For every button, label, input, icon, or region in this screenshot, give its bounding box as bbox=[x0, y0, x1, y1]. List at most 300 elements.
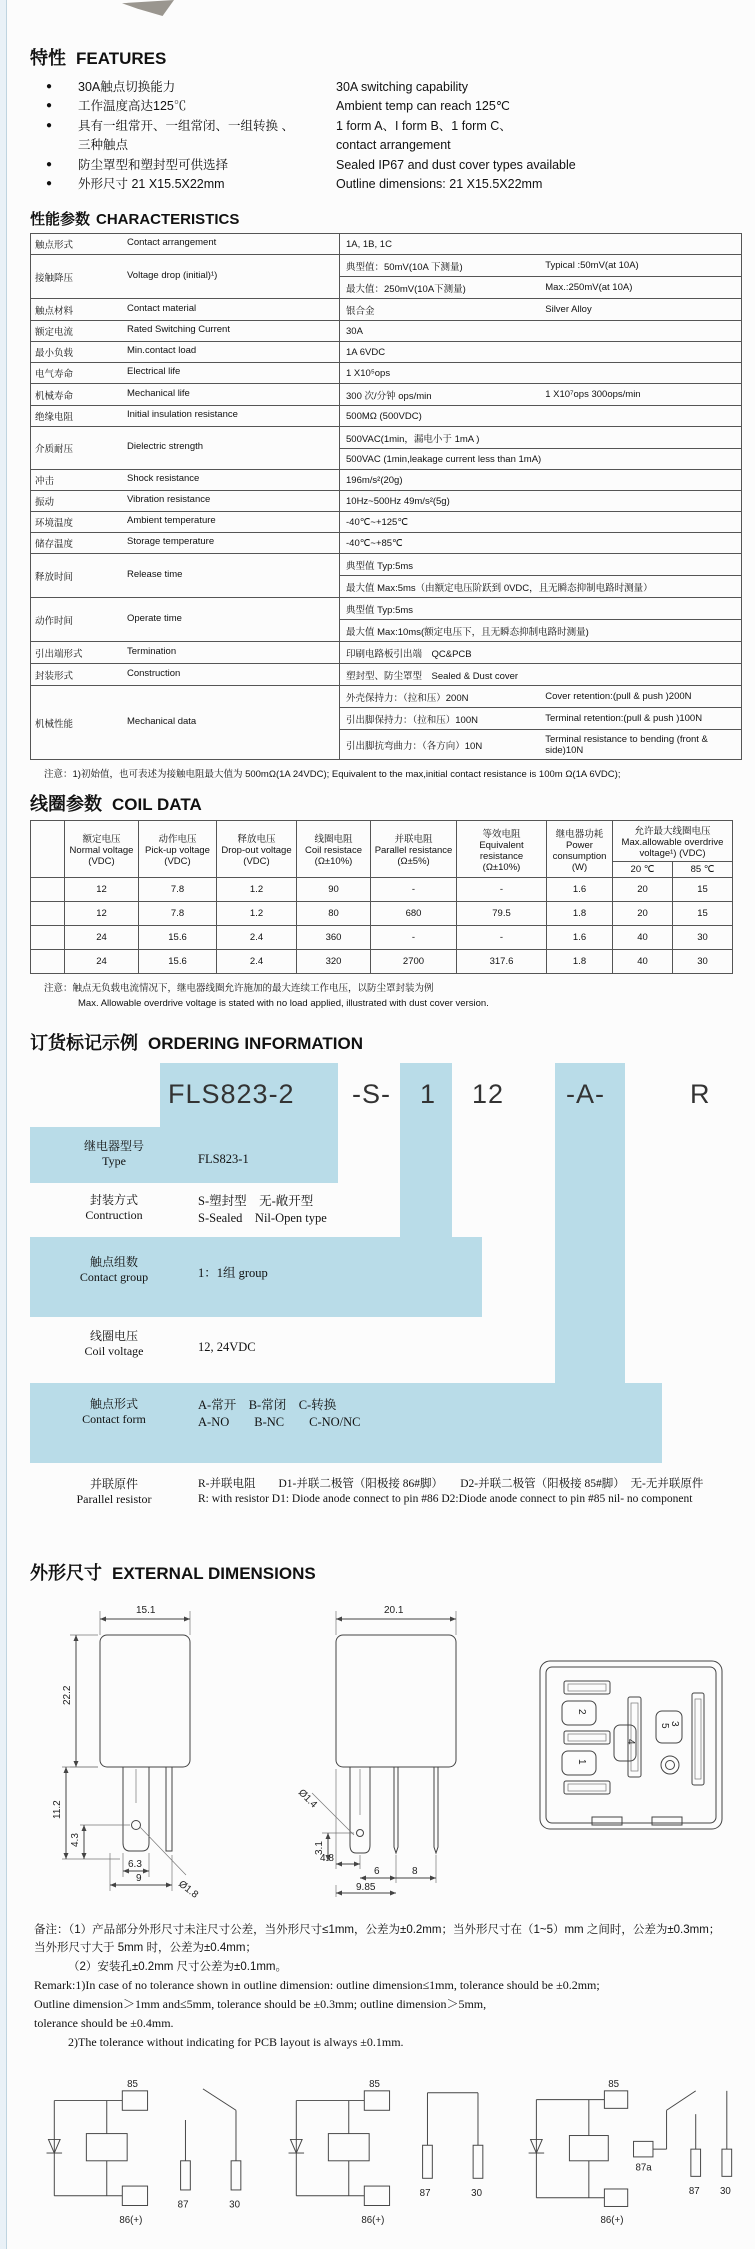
coil-cell: 320 bbox=[297, 950, 371, 974]
code-form: -A- bbox=[566, 1078, 605, 1109]
row-label-cell bbox=[31, 255, 340, 299]
row-label-cell bbox=[31, 342, 340, 363]
row-value-cell bbox=[340, 234, 742, 255]
dim-side-b3: 8 bbox=[412, 1865, 418, 1877]
row-label-cell bbox=[31, 470, 340, 491]
value-en: A-NO B-NC C-NO/NC bbox=[198, 1414, 361, 1429]
coil-cell: 20 bbox=[613, 878, 673, 902]
remark-cn-1: 备注：（1）产品部分外形尺寸未注尺寸公差，当外形尺寸≤1mm，公差为±0.2mm；当外形尺寸在（1~5）mm 之间时，公差为±0.3mm； bbox=[34, 1923, 721, 1936]
characteristics-row bbox=[31, 299, 742, 321]
row-label-en: Construction bbox=[127, 667, 181, 679]
code-voltage: 12 bbox=[472, 1078, 505, 1109]
coil-cell: 1.2 bbox=[217, 902, 297, 926]
remark-cn-2: 当外形尺寸大于 5mm 时，公差为±0.4mm； bbox=[34, 1942, 257, 1955]
value-subrow bbox=[340, 363, 741, 383]
value-cn: S-塑封型 无-敞开型 bbox=[198, 1193, 314, 1208]
value-subrow bbox=[340, 491, 741, 511]
terminal-86-label: 86(+) bbox=[119, 2214, 143, 2226]
characteristics-row bbox=[31, 533, 742, 554]
row-label-cn: 最小负载 bbox=[35, 348, 74, 360]
row-label-cell bbox=[31, 491, 340, 512]
row-label-cell bbox=[31, 686, 340, 760]
coil-cell: 360 bbox=[297, 926, 371, 950]
value-cn: 1 X10⁵ops bbox=[346, 367, 391, 379]
value-cn: 典型值：50mV(10A 下测量) bbox=[346, 261, 463, 273]
bullet-icon: ● bbox=[46, 158, 53, 170]
row-value-cell bbox=[340, 642, 742, 664]
terminal-86-label: 86(+) bbox=[361, 2214, 385, 2226]
row-label-cell bbox=[31, 427, 340, 470]
features-section bbox=[30, 44, 743, 194]
characteristics-row bbox=[31, 512, 742, 533]
value-subrow bbox=[340, 427, 741, 448]
feature-text-en: 1 form A、I form B、1 form C、 bbox=[336, 118, 512, 133]
coil-cell-empty bbox=[31, 926, 65, 950]
ordering-section bbox=[30, 1029, 743, 1549]
characteristics-row bbox=[31, 686, 742, 760]
coil-header: 继电器功耗 Power consumption (W) bbox=[547, 821, 613, 878]
characteristics-row bbox=[31, 406, 742, 427]
row-label-cell bbox=[31, 299, 340, 321]
coil-cell-empty bbox=[31, 878, 65, 902]
ordering-title bbox=[30, 1029, 743, 1055]
characteristics-row bbox=[31, 384, 742, 406]
ordering-row-voltage bbox=[30, 1329, 742, 1359]
code-resistor: R bbox=[690, 1078, 711, 1109]
schematic-form-c bbox=[515, 2069, 743, 2239]
features-list bbox=[36, 78, 743, 194]
dim-side-b1: 4.8 bbox=[320, 1852, 334, 1864]
coil-header-empty bbox=[31, 821, 65, 878]
row-label-cn: 机械性能 bbox=[35, 718, 74, 730]
row-label-cn: 绝缘电阻 bbox=[35, 412, 74, 424]
value-cn: -40℃~+125℃ bbox=[346, 516, 409, 528]
coil-cell: 12 bbox=[65, 902, 139, 926]
characteristics-row bbox=[31, 470, 742, 491]
feature-item bbox=[36, 117, 743, 136]
row-value-cell bbox=[340, 598, 742, 642]
characteristics-row bbox=[31, 234, 742, 255]
feature-text-en: Sealed IP67 and dust cover types available bbox=[336, 157, 576, 172]
remark-en-4: 2)The tolerance without indicating for PCB layout is always ±0.1mm. bbox=[68, 2035, 404, 2050]
terminal-85-label: 85 bbox=[127, 2078, 138, 2090]
value-en: R: with resistor D1: Diode anode connect to pin #86 D2:Diode anode connect to pin #85 nil- no component bbox=[198, 1493, 693, 1506]
value-cn: R-并联电阻 D1-并联二极管（阳极接 86#脚） D2-并联二极管（阳极接 85#脚） 无-无并联原件 bbox=[198, 1477, 704, 1490]
value-en: Typical :50mV(at 10A) bbox=[545, 260, 639, 272]
value-subrow bbox=[340, 598, 741, 619]
ordering-row-form bbox=[30, 1397, 742, 1431]
label-cn: 封装方式 bbox=[89, 1192, 138, 1207]
dim-front-height: 22.2 bbox=[62, 1685, 73, 1705]
label-en: Coil voltage bbox=[84, 1343, 144, 1358]
coil-header: 线圈电阻 Coil resistace (Ω±10%) bbox=[297, 821, 371, 878]
row-label-en: Contact material bbox=[127, 302, 197, 314]
value-en: Terminal retention:(pull & push )100N bbox=[545, 713, 703, 725]
pin-label-5: 5 bbox=[659, 1722, 670, 1729]
coil-cell: 2.4 bbox=[217, 950, 297, 974]
value-cn: 最大值：250mV(10A下测量) bbox=[346, 283, 466, 295]
value-subrow bbox=[340, 664, 741, 685]
dim-front-b1: 6.3 bbox=[128, 1858, 142, 1870]
coil-cell-empty bbox=[31, 950, 65, 974]
feature-text-cn: 工作温度高达125℃ bbox=[78, 99, 187, 114]
dimension-drawings bbox=[40, 1593, 743, 1903]
front-view-drawing bbox=[40, 1593, 250, 1903]
coil-cell: - bbox=[457, 926, 547, 950]
row-label-cn: 触点形式 bbox=[35, 240, 74, 252]
feature-item bbox=[36, 97, 743, 116]
value-subrow bbox=[340, 533, 741, 553]
coil-cell: 24 bbox=[65, 926, 139, 950]
row-label-en: Mechanical life bbox=[127, 387, 190, 399]
characteristics-row bbox=[31, 554, 742, 598]
row-label-en: Min.contact load bbox=[127, 345, 197, 357]
ordering-value bbox=[198, 1193, 742, 1227]
coil-cell: 24 bbox=[65, 950, 139, 974]
code-type: FLS823-2 bbox=[168, 1078, 295, 1109]
ordering-value bbox=[198, 1397, 742, 1431]
code-group: 1 bbox=[420, 1078, 437, 1109]
coil-cell: - bbox=[457, 878, 547, 902]
value-subrow bbox=[340, 406, 741, 426]
row-label-cn: 接触降压 bbox=[35, 272, 74, 284]
value-cn: 引出脚抗弯曲力：（各方向）10N bbox=[346, 740, 483, 752]
row-label-en: Operate time bbox=[127, 612, 182, 624]
coil-cell: 79.5 bbox=[457, 902, 547, 926]
row-label-cell bbox=[31, 512, 340, 533]
dimensions-title-en: EXTERNAL DIMENSIONS bbox=[112, 1563, 316, 1583]
remarks-block bbox=[34, 1921, 743, 2053]
value-cn: 10Hz~500Hz 49m/s²(5g) bbox=[346, 495, 450, 507]
terminal-87-label: 87 bbox=[177, 2199, 189, 2211]
schematic-form-b bbox=[272, 2069, 500, 2239]
ordering-label bbox=[30, 1329, 198, 1359]
coil-cell: 80 bbox=[297, 902, 371, 926]
value-cn: 300 次/分钟 ops/min bbox=[346, 390, 432, 402]
row-label-en: Electrical life bbox=[127, 366, 181, 378]
pin-label-1: 1 bbox=[576, 1758, 587, 1765]
code-construction: -S- bbox=[352, 1078, 391, 1109]
row-label-en: Contact arrangement bbox=[127, 237, 217, 249]
ordering-value bbox=[198, 1477, 742, 1508]
characteristics-note: 注意：1)初始值，也可表述为接触电阻最大值为 500mΩ(1A 24VDC); Equivalent to the max,initial contact resistance is 100m Ω(1A 6VDC); bbox=[44, 769, 621, 781]
ordering-title-cn: 订货标记示例 bbox=[30, 1032, 138, 1053]
coil-table bbox=[30, 820, 733, 974]
row-value-cell bbox=[340, 384, 742, 406]
row-label-en: Mechanical data bbox=[127, 715, 197, 727]
row-value-cell bbox=[340, 470, 742, 491]
coil-data-row bbox=[31, 950, 733, 974]
value-cn: 1A, 1B, 1C bbox=[346, 238, 392, 250]
characteristics-row bbox=[31, 598, 742, 642]
row-value-cell bbox=[340, 321, 742, 342]
coil-title-en: COIL DATA bbox=[112, 795, 202, 815]
bullet-icon: ● bbox=[46, 119, 53, 131]
value-subrow bbox=[340, 384, 741, 405]
row-label-cell bbox=[31, 664, 340, 686]
coil-cell-empty bbox=[31, 902, 65, 926]
ordering-diagram bbox=[30, 1063, 742, 1549]
row-value-cell bbox=[340, 686, 742, 760]
value-cn: 最大值 Max:5ms（由额定电压阶跃到 0VDC，且无瞬态抑制电路时测量） bbox=[346, 582, 653, 594]
row-label-en: Shock resistance bbox=[127, 473, 200, 485]
dimensions-title bbox=[30, 1559, 743, 1585]
terminal-86-label: 86(+) bbox=[600, 2214, 624, 2226]
coil-header: 并联电阻 Parallel resistance (Ω±5%) bbox=[371, 821, 457, 878]
row-label-cell bbox=[31, 642, 340, 664]
row-label-cell bbox=[31, 406, 340, 427]
label-en: Parallel resistor bbox=[76, 1491, 152, 1506]
value-cn: 500VAC (1min,leakage current less than 1mA) bbox=[346, 453, 542, 465]
dimensions-section bbox=[30, 1559, 743, 1903]
coil-cell: 1.2 bbox=[217, 878, 297, 902]
characteristics-table bbox=[30, 233, 742, 760]
label-en: Contruction bbox=[85, 1207, 143, 1222]
feature-item bbox=[36, 78, 743, 97]
coil-cell: - bbox=[371, 878, 457, 902]
row-label-cell bbox=[31, 533, 340, 554]
row-value-cell bbox=[340, 406, 742, 427]
value-cn: 500MΩ (500VDC) bbox=[346, 410, 422, 422]
ordering-value: FLS823-1 bbox=[198, 1151, 249, 1166]
row-label-cn: 触点材料 bbox=[35, 305, 74, 317]
value-subrow bbox=[340, 729, 741, 759]
value-subrow bbox=[340, 554, 741, 575]
row-label-cn: 动作时间 bbox=[35, 615, 74, 627]
row-value-cell bbox=[340, 664, 742, 686]
row-value-cell bbox=[340, 255, 742, 299]
coil-cell: 15.6 bbox=[139, 950, 217, 974]
bullet-icon: ● bbox=[46, 177, 53, 189]
dim-side-hole: Ø1.4 bbox=[295, 1787, 319, 1811]
row-label-en: Initial insulation resistance bbox=[127, 409, 238, 421]
value-en: Terminal resistance to bending (front & side)10N bbox=[545, 733, 708, 756]
coil-cell: 20 bbox=[613, 902, 673, 926]
coil-note-en: Max. Allowable overdrive voltage is stated with no load applied, illustrated with dust cover version. bbox=[78, 997, 489, 1009]
characteristics-row bbox=[31, 664, 742, 686]
coil-data-row bbox=[31, 902, 733, 926]
pin-label-3: 3 bbox=[669, 1720, 680, 1727]
feature-text-en: contact arrangement bbox=[336, 138, 451, 153]
pin-label-2: 2 bbox=[576, 1708, 587, 1715]
coil-cell: 90 bbox=[297, 878, 371, 902]
coil-cell: 15.6 bbox=[139, 926, 217, 950]
coil-cell: 317.6 bbox=[457, 950, 547, 974]
value-subrow bbox=[340, 470, 741, 490]
remark-cn-3: （2）安装孔±0.2mm 尺寸公差为±0.1mm。 bbox=[68, 1960, 288, 1973]
row-label-en: Dielectric strength bbox=[127, 441, 204, 453]
row-label-cell bbox=[31, 363, 340, 384]
coil-cell: 30 bbox=[673, 926, 733, 950]
value-subrow bbox=[340, 276, 741, 298]
side-view-drawing bbox=[276, 1593, 506, 1903]
value-subrow bbox=[340, 686, 741, 707]
coil-subheader: 20 ℃ bbox=[613, 862, 673, 878]
value-cn: 典型值 Typ:5ms bbox=[346, 604, 414, 616]
coil-section bbox=[30, 790, 743, 1011]
ordering-value: 1：1组 group bbox=[198, 1265, 268, 1280]
coil-cell: 1.6 bbox=[547, 878, 613, 902]
row-label-cn: 引出端形式 bbox=[35, 648, 83, 660]
row-label-en: Rated Switching Current bbox=[127, 324, 230, 336]
ordering-row-type bbox=[30, 1139, 742, 1169]
row-label-en: Termination bbox=[127, 645, 177, 657]
row-value-cell bbox=[340, 554, 742, 598]
dim-side-b4: 9.85 bbox=[356, 1881, 376, 1893]
coil-note-cn: 注意：触点无负载电流情况下，继电器线圈允许施加的最大连续工作电压，以防尘罩封装为例 bbox=[44, 983, 434, 995]
coil-cell: 15 bbox=[673, 902, 733, 926]
pin-label-4: 4 bbox=[625, 1738, 636, 1745]
dimensions-title-cn: 外形尺寸 bbox=[30, 1562, 102, 1583]
value-cn: 银合金 bbox=[346, 305, 375, 317]
characteristics-title-en: CHARACTERISTICS bbox=[96, 211, 240, 229]
row-value-cell bbox=[340, 363, 742, 384]
dim-front-width: 15.1 bbox=[136, 1604, 156, 1616]
features-title-cn: 特性 bbox=[30, 48, 66, 68]
coil-cell: 7.8 bbox=[139, 878, 217, 902]
coil-header: 动作电压 Pick-up voltage (VDC) bbox=[139, 821, 217, 878]
row-label-en: Vibration resistance bbox=[127, 494, 211, 506]
characteristics-title-cn: 性能参数 bbox=[30, 211, 91, 229]
label-cn: 继电器型号 bbox=[83, 1138, 144, 1153]
ordering-value: 12, 24VDC bbox=[198, 1339, 256, 1354]
row-label-cn: 封装形式 bbox=[35, 670, 74, 682]
page-edge-strip bbox=[0, 0, 7, 2249]
characteristics-row bbox=[31, 491, 742, 512]
coil-subheader: 85 ℃ bbox=[673, 862, 733, 878]
value-en: Max.:250mV(at 10A) bbox=[545, 282, 633, 294]
dim-side-hole-offset: 3.1 bbox=[314, 1840, 325, 1855]
ordering-label bbox=[30, 1193, 198, 1227]
coil-header: 释放电压 Drop-out voltage (VDC) bbox=[217, 821, 297, 878]
remark-en-2: Outline dimension＞1mm and≤5mm, tolerance should be ±0.3mm; outline dimension＞5mm, bbox=[34, 1997, 487, 2012]
value-cn: A-常开 B-常闭 C-转换 bbox=[198, 1397, 337, 1412]
dim-front-b2: 9 bbox=[136, 1872, 142, 1884]
ordering-label bbox=[30, 1139, 198, 1169]
coil-cell: 1.8 bbox=[547, 950, 613, 974]
coil-cell: 1.8 bbox=[547, 902, 613, 926]
coil-header: 允许最大线圈电压 Max.allowable overdrive voltage¹) (VDC) bbox=[613, 821, 733, 862]
value-cn: 外壳保持力：（拉和压）200N bbox=[346, 692, 469, 704]
feature-text-cn: 具有一组常开、一组常闭、一组转换 、 bbox=[78, 118, 294, 133]
coil-cell: 7.8 bbox=[139, 902, 217, 926]
features-title bbox=[30, 44, 743, 70]
feature-text-en: Outline dimensions: 21 X15.5X22mm bbox=[336, 176, 543, 191]
ordering-label bbox=[30, 1255, 198, 1285]
characteristics-row bbox=[31, 642, 742, 664]
dim-front-pin-height: 11.2 bbox=[52, 1800, 63, 1819]
coil-data-row bbox=[31, 878, 733, 902]
coil-cell: 40 bbox=[613, 950, 673, 974]
row-label-en: Ambient temperature bbox=[127, 515, 216, 527]
row-label-cn: 机械寿命 bbox=[35, 390, 74, 402]
wiring-schematics bbox=[30, 2069, 743, 2239]
feature-text-cn: 三种触点 bbox=[78, 138, 129, 153]
coil-data-row bbox=[31, 926, 733, 950]
value-en: Silver Alloy bbox=[545, 304, 592, 316]
label-en: Contact group bbox=[79, 1269, 149, 1284]
label-cn: 触点组数 bbox=[89, 1254, 138, 1269]
characteristics-section bbox=[30, 208, 743, 780]
terminal-30-label: 30 bbox=[229, 2199, 240, 2211]
value-cn: 塑封型、防尘罩型 Sealed & Dust cover bbox=[346, 670, 519, 682]
terminal-87-label: 87 bbox=[420, 2187, 431, 2199]
terminal-87-label: 87 bbox=[688, 2185, 700, 2197]
row-value-cell bbox=[340, 512, 742, 533]
coil-header: 等效电阻 Equivalent resistance (Ω±10%) bbox=[457, 821, 547, 878]
row-label-cn: 介质耐压 bbox=[35, 444, 74, 456]
value-cn: 30A bbox=[346, 325, 363, 337]
value-cn: 196m/s²(20g) bbox=[346, 474, 403, 486]
row-label-cn: 释放时间 bbox=[35, 571, 74, 583]
row-label-cn: 储存温度 bbox=[35, 539, 74, 551]
schematic-form-a bbox=[30, 2069, 258, 2239]
row-value-cell bbox=[340, 427, 742, 470]
feature-item bbox=[36, 136, 743, 155]
row-label-en: Release time bbox=[127, 568, 183, 580]
feature-text-en: 30A switching capability bbox=[336, 80, 469, 94]
value-subrow bbox=[340, 448, 741, 469]
terminal-30-label: 30 bbox=[471, 2187, 483, 2199]
value-subrow bbox=[340, 575, 741, 597]
dim-front-hole: Ø1.8 bbox=[176, 1878, 201, 1901]
coil-note bbox=[44, 982, 743, 1011]
characteristics-title bbox=[30, 208, 743, 229]
value-cn: 500VAC(1min，漏电小于 1mA ) bbox=[346, 433, 480, 445]
coil-cell: 2700 bbox=[371, 950, 457, 974]
coil-header: 额定电压 Normal voltage (VDC) bbox=[65, 821, 139, 878]
row-value-cell bbox=[340, 299, 742, 321]
ordering-label bbox=[30, 1397, 198, 1431]
row-label-cn: 环境温度 bbox=[35, 518, 74, 530]
row-label-cn: 冲击 bbox=[35, 476, 55, 488]
feature-text-cn: 30A触点切换能力 bbox=[78, 80, 176, 94]
feature-item bbox=[36, 175, 743, 194]
value-subrow bbox=[340, 707, 741, 729]
row-label-cell bbox=[31, 384, 340, 406]
ordering-row-group bbox=[30, 1255, 742, 1285]
terminal-87a-label: 87a bbox=[635, 2162, 652, 2174]
row-label-cell bbox=[31, 234, 340, 255]
coil-header-row bbox=[31, 821, 733, 862]
row-label-cell bbox=[31, 554, 340, 598]
features-title-en: FEATURES bbox=[76, 49, 167, 68]
bullet-icon bbox=[46, 137, 60, 155]
characteristics-row bbox=[31, 342, 742, 363]
feature-text-cn: 外形尺寸 21 X15.5X22mm bbox=[78, 176, 225, 191]
feature-item bbox=[36, 156, 743, 175]
bullet-icon: ● bbox=[46, 81, 53, 92]
value-subrow bbox=[340, 642, 741, 663]
value-subrow bbox=[340, 342, 741, 362]
coil-cell: 680 bbox=[371, 902, 457, 926]
label-en: Type bbox=[102, 1153, 126, 1168]
value-cn: 最大值 Max:10ms(额定电压下，且无瞬态抑制电路时测量) bbox=[346, 626, 589, 638]
dim-side-width: 20.1 bbox=[384, 1604, 404, 1616]
value-subrow bbox=[340, 234, 741, 254]
row-label-cn: 振动 bbox=[35, 497, 55, 509]
value-subrow bbox=[340, 255, 741, 276]
feature-text-cn: 防尘罩型和塑封型可供选择 bbox=[78, 157, 229, 172]
row-label-en: Storage temperature bbox=[127, 536, 215, 548]
coil-cell: 12 bbox=[65, 878, 139, 902]
terminal-85-label: 85 bbox=[369, 2078, 381, 2090]
value-cn: -40℃~+85℃ bbox=[346, 537, 403, 549]
row-label-cn: 电气寿命 bbox=[35, 369, 74, 381]
characteristics-row bbox=[31, 321, 742, 342]
bullet-icon: ● bbox=[46, 100, 53, 112]
row-value-cell bbox=[340, 342, 742, 363]
